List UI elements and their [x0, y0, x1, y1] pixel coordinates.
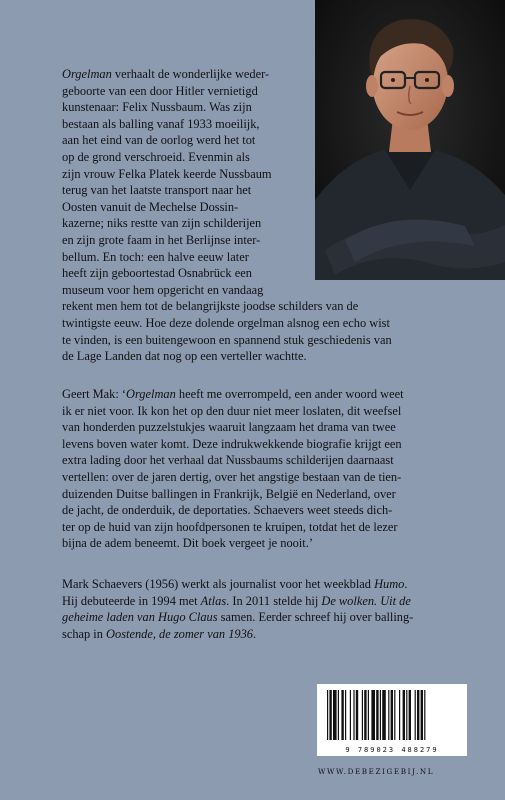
text-line: bellum. En toch: een halve eeuw later: [62, 249, 249, 264]
book-title: Orgelman: [126, 387, 176, 401]
text-line: extra lading door het verhaal dat Nussbaums schilderijen daarnaast: [62, 453, 394, 468]
text-line: zijn vrouw Felka Platek keerde Nussbaum: [62, 166, 272, 181]
text-line: duizenden Duitse ballingen in Frankrijk, België en Nederland, over: [62, 486, 396, 501]
text-line: heeft zijn geboortestad Osnabrück een: [62, 266, 252, 281]
text-line: bijna de adem beneemt. Dit boek vergeet je nooit.’: [62, 536, 313, 551]
text-line: en zijn grote faam in het Berlijnse inter-: [62, 232, 261, 247]
text-line: kunstenaar: Felix Nussbaum. Was zijn: [62, 100, 252, 115]
text-line: vertellen: over de jaren dertig, over het angstige bestaan van de tien-: [62, 469, 402, 484]
text-line: terug van het laatste transport naar het: [62, 183, 252, 198]
text-line: Orgelman verhaalt de wonderlijke weder-: [62, 67, 270, 81]
isbn-barcode: [317, 684, 467, 756]
text-line: kazerne; niks restte van zijn schilderijen: [62, 216, 262, 231]
text-line: op de grond verschroeid. Evenmin als: [62, 149, 250, 164]
text-line: geboorte van een door Hitler vernietigd: [62, 83, 258, 98]
text-line: Mark Schaevers (1956) werkt als journalist voor het weekblad Humo.: [62, 577, 408, 591]
text-line: te vinden, is een buitengewoon en spannend stuk geschiedenis van: [62, 332, 392, 347]
publisher-website: WWW.DEBEZIGEBIJ.NL: [318, 767, 435, 776]
text-line: aan het eind van de oorlog werd het tot: [62, 133, 256, 148]
text-line: de Lage Landen dat nog op een verteller wachtte.: [62, 349, 307, 364]
text-line: schap in Oostende, de zomer van 1936.: [62, 626, 257, 641]
text-line: levens boven water komt. Deze indrukwekkende biografie krijgt een: [62, 436, 402, 451]
text-line: van honderden puzzelstukjes waaruit langzaam het drama van twee: [62, 420, 396, 435]
text-line: ter op de huid van zijn hoofdpersonen te kruipen, totdat het de lezer: [62, 519, 398, 534]
book-title: Orgelman: [62, 67, 112, 81]
text-line: twintigste eeuw. Hoe deze dolende orgelman alsnog een echo wist: [62, 315, 390, 330]
endorsement-quote-paragraph: [62, 386, 482, 552]
text-line: rekent men hem tot de belangrijkste joodse schilders van de: [62, 299, 359, 314]
text-line: Geert Mak: ‘Orgelman heeft me overrompeld, een ander woord weet: [62, 387, 404, 401]
isbn-number: 9 789023 488279: [345, 746, 439, 754]
text-line: Hij debuteerde in 1994 met Atlas. In 2011 stelde hij De wolken. Uit de: [62, 593, 411, 608]
author-bio-paragraph: [62, 576, 482, 642]
text-line: museum voor hem opgericht en vandaag: [62, 282, 264, 297]
text-line: de jacht, de onderduik, de deportaties. Schaevers weet steeds dich-: [62, 503, 393, 518]
text-line: geheime laden van Hugo Claus samen. Eerder schreef hij over balling-: [62, 610, 414, 625]
book-description-paragraph: [62, 66, 482, 365]
text-line: Oosten vanuit de Mechelse Dossin-: [62, 199, 239, 214]
barcode-bars: [317, 684, 467, 746]
text-line: ik er niet voor. Ik kon het op den duur niet meer loslaten, dit weefsel: [62, 403, 402, 418]
text-line: bestaan als balling vanaf 1933 moeilijk,: [62, 116, 260, 131]
